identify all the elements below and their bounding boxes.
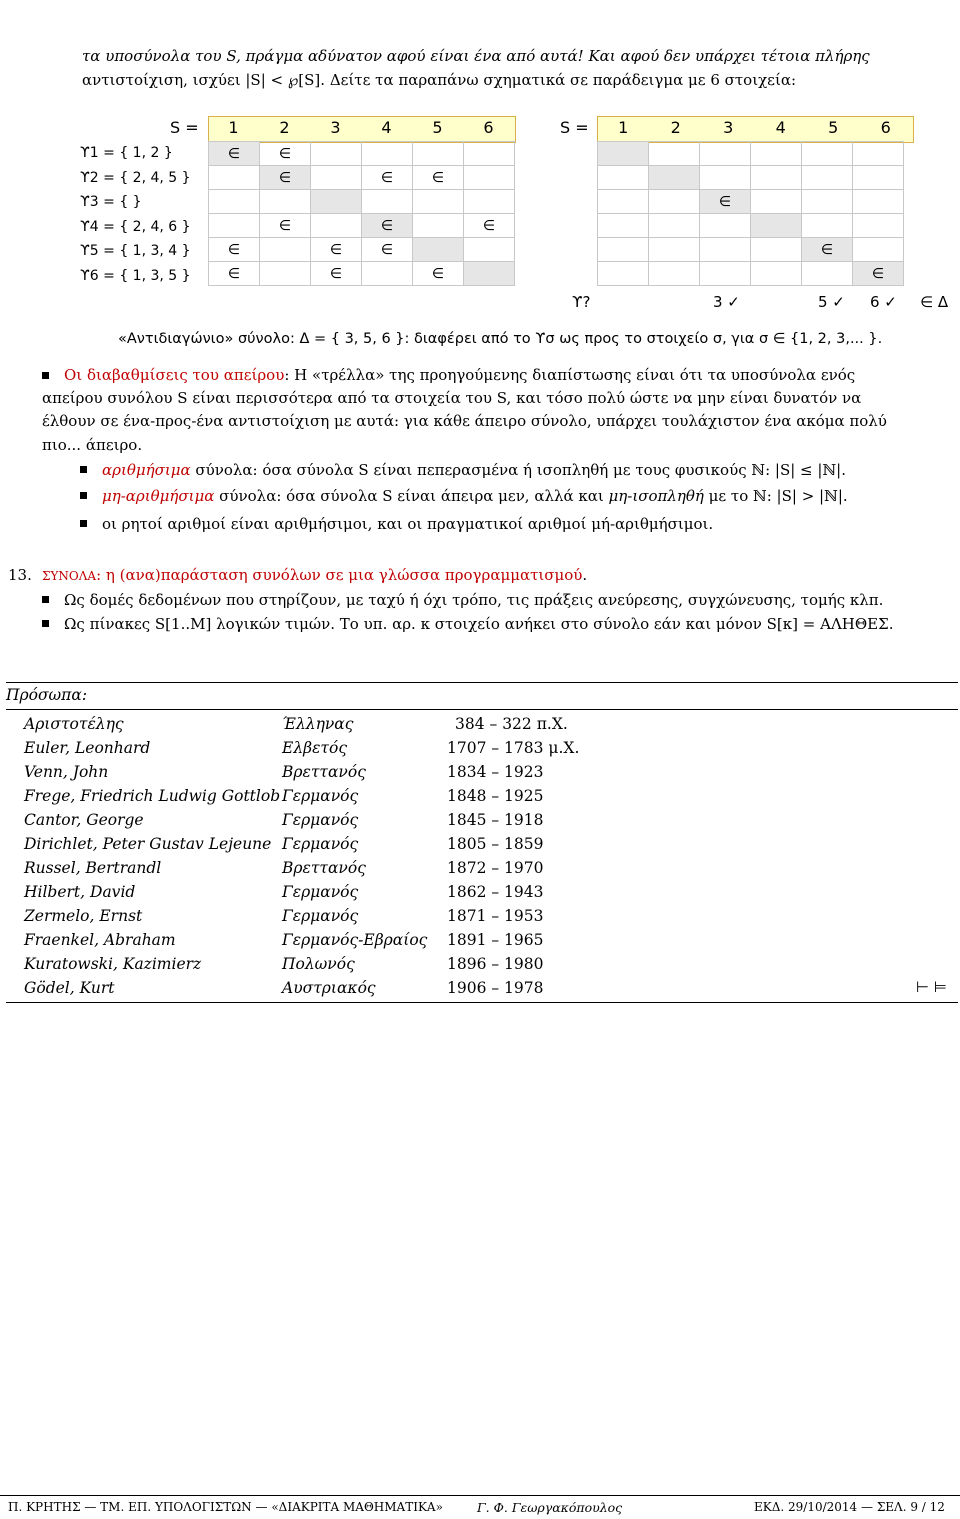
- table-cell: [751, 214, 802, 238]
- person-nationality: Ελβετός: [282, 739, 348, 757]
- set-label: ϒ5 = { 1, 3, 4 }: [80, 243, 191, 259]
- table-cell: ∈: [853, 262, 904, 286]
- table-cell: [413, 190, 464, 214]
- table-cell: ∈: [311, 238, 362, 262]
- table-cell: ∈: [700, 190, 751, 214]
- infinity-line-4: πιο... άπειρο.: [42, 436, 143, 454]
- column-header: 1: [228, 118, 239, 137]
- column-header: 4: [775, 118, 786, 137]
- table-cell: ∈: [260, 142, 311, 166]
- person-years: 1891 – 1965: [447, 931, 544, 949]
- table-cell: [751, 262, 802, 286]
- table-cell: ∈: [260, 214, 311, 238]
- section-13-heading-a: ΣΥΝΟΛΑ: [42, 569, 97, 583]
- table-cell: ∈: [413, 166, 464, 190]
- table-cell: [413, 214, 464, 238]
- column-header: 3: [330, 118, 341, 137]
- table-cell: ∈: [413, 262, 464, 286]
- table-row: [209, 238, 515, 262]
- person-years: 1845 – 1918: [447, 811, 544, 829]
- column-header: 2: [670, 118, 681, 137]
- table-cell: [464, 166, 515, 190]
- column-header: 5: [828, 118, 839, 137]
- table-cell: [464, 262, 515, 286]
- table-cell: [598, 238, 649, 262]
- table-cell: [311, 142, 362, 166]
- person-name: Euler, Leonhard: [24, 739, 151, 757]
- table-cell: [311, 190, 362, 214]
- table-cell: [362, 190, 413, 214]
- person-name: Venn, John: [24, 763, 109, 781]
- table-cell: [802, 214, 853, 238]
- rationals-line: οι ρητοί αριθμοί είναι αριθμήσιμοι, και οι πραγματικοί αριθμοί μή-αριθμήσιμοι.: [102, 515, 714, 533]
- right-table-header-label: S =: [560, 118, 589, 137]
- person-nationality: Γερμανός: [282, 811, 359, 829]
- table-cell: [700, 142, 751, 166]
- table-row: [598, 190, 904, 214]
- person-nationality: Γερμανός: [282, 907, 359, 925]
- right-diagonal-table: [597, 141, 904, 286]
- person-nationality: Γερμανός-Εβραίος: [282, 931, 428, 949]
- table-cell: [649, 262, 700, 286]
- person-name: Cantor, George: [24, 811, 144, 829]
- table-cell: ∈: [209, 142, 260, 166]
- intro-line-1: τα υποσύνολα του S, πράγμα αδύνατον αφού είναι ένα από αυτά! Και αφού δεν υπάρχει τέτοια πλήρης: [82, 47, 870, 65]
- table-cell: [598, 142, 649, 166]
- person-name: Kuratowski, Kazimierz: [24, 955, 202, 973]
- bullet-marker: [42, 596, 49, 603]
- table-row: [598, 262, 904, 286]
- table-cell: [700, 238, 751, 262]
- person-nationality: Βρεττανός: [282, 859, 366, 877]
- person-name: Dirichlet, Peter Gustav Lejeune: [24, 835, 272, 853]
- person-years: 1834 – 1923: [447, 763, 544, 781]
- table-cell: [598, 214, 649, 238]
- table-cell: [649, 214, 700, 238]
- section-13-heading-end: .: [582, 566, 588, 584]
- people-top-rule: [6, 682, 958, 683]
- column-header: 3: [723, 118, 734, 137]
- infinity-line-2: απείρου συνόλου S είναι περισσότερα από τα στοιχεία του S, και τόσο πολύ ώστε να μην είναι δυνατόν να: [42, 389, 862, 407]
- uncountable-text-b: με το ℕ: |S| > |ℕ|.: [703, 487, 848, 505]
- table-cell: [853, 190, 904, 214]
- person-name: Fraenkel, Abraham: [24, 931, 176, 949]
- table-row: [598, 214, 904, 238]
- footer-left: Π. ΚΡΗΤΗΣ — ΤΜ. ΕΠ. ΥΠΟΛΟΓΙΣΤΩΝ — «ΔΙΑΚΡΙΤΑ ΜΑΘΗΜΑΤΙΚΑ»: [8, 1500, 443, 1514]
- bullet-marker: [80, 492, 87, 499]
- set-label: ϒ3 = { }: [80, 194, 142, 210]
- section-13-heading-b: : η (ανα)παράσταση συνόλων σε μια γλώσσα προγραμματισμού: [96, 566, 583, 584]
- table-cell: [464, 238, 515, 262]
- person-years: 384 – 322 π.Χ.: [455, 715, 568, 733]
- table-row: [598, 166, 904, 190]
- person-name: Gödel, Kurt: [24, 979, 115, 997]
- section-13-bullet-2: Ως πίνακες S[1..M] λογικών τιμών. Το υπ. αρ. κ στοιχείο ανήκει στο σύνολο εάν και μόνον S[κ] = ΑΛΗΘΕΣ.: [64, 615, 894, 633]
- table-cell: [413, 238, 464, 262]
- column-header: 6: [880, 118, 891, 137]
- person-name: Αριστοτέλης: [24, 715, 124, 733]
- bullet-marker: [80, 520, 87, 527]
- table-cell: [209, 190, 260, 214]
- table-cell: ∈: [362, 214, 413, 238]
- table-cell: [751, 142, 802, 166]
- table-cell: ∈: [260, 166, 311, 190]
- logic-symbols: ⊢ ⊨: [916, 978, 947, 996]
- infinity-title: Οι διαβαθμίσεις του απείρου: [64, 366, 285, 384]
- table-cell: [260, 238, 311, 262]
- bullet-marker: [80, 466, 87, 473]
- table-cell: [802, 166, 853, 190]
- person-years: 1707 – 1783 μ.Χ.: [447, 739, 580, 757]
- table-cell: [598, 166, 649, 190]
- table-cell: [260, 262, 311, 286]
- table-row: [209, 190, 515, 214]
- table-cell: [464, 190, 515, 214]
- person-nationality: Γερμανός: [282, 787, 359, 805]
- table-cell: [209, 214, 260, 238]
- person-years: 1862 – 1943: [447, 883, 544, 901]
- uncountable-term: μη-αριθμήσιμα: [102, 487, 215, 505]
- table-cell: ∈: [209, 262, 260, 286]
- right-bottom-label: ϒ?: [572, 293, 591, 311]
- person-nationality: Αυστριακός: [282, 979, 376, 997]
- table-cell: [802, 142, 853, 166]
- table-row: [598, 238, 904, 262]
- section-13-heading: [42, 564, 587, 588]
- table-cell: [751, 190, 802, 214]
- table-cell: [802, 262, 853, 286]
- person-nationality: Βρεττανός: [282, 763, 366, 781]
- people-title: Πρόσωπα:: [6, 686, 88, 704]
- uncountable-line: [102, 485, 848, 508]
- table-row: [209, 142, 515, 166]
- person-name: Russel, Bertrandl: [24, 859, 162, 877]
- left-table-header-label: S =: [170, 118, 199, 137]
- column-header: 6: [483, 118, 494, 137]
- column-header: 4: [381, 118, 392, 137]
- table-cell: [260, 190, 311, 214]
- table-row: [209, 166, 515, 190]
- section-13-bullet-1: Ως δομές δεδομένων που στηρίζουν, με ταχύ ή όχι τρόπο, τις πράξεις ανεύρεσης, συγχώνευσης, τομής κλπ.: [64, 591, 884, 609]
- table-cell: ∈: [802, 238, 853, 262]
- person-name: Hilbert, David: [24, 883, 136, 901]
- person-nationality: Γερμανός: [282, 883, 359, 901]
- table-cell: [853, 214, 904, 238]
- table-cell: [751, 166, 802, 190]
- countable-text: σύνολα: όσα σύνολα S είναι πεπερασμένα ή ισοπληθή με τους φυσικούς ℕ: |S| ≤ |ℕ|.: [190, 461, 846, 479]
- person-years: 1906 – 1978: [447, 979, 544, 997]
- table-cell: ∈: [464, 214, 515, 238]
- set-label: ϒ4 = { 2, 4, 6 }: [80, 218, 191, 235]
- table-cell: [598, 190, 649, 214]
- table-cell: [649, 190, 700, 214]
- countable-line: [102, 459, 846, 482]
- person-nationality: Πολωνός: [282, 955, 355, 973]
- set-label: ϒ1 = { 1, 2 }: [80, 145, 173, 161]
- table-cell: [311, 166, 362, 190]
- footer-rule: [0, 1495, 960, 1496]
- section-13-number: 13.: [8, 566, 32, 584]
- check-3: 3 ✓: [713, 293, 740, 311]
- table-cell: [649, 166, 700, 190]
- delta-membership-note: ∈ Δ: [920, 293, 949, 311]
- people-bottom-rule: [6, 1002, 958, 1003]
- table-cell: [362, 142, 413, 166]
- table-cell: [649, 238, 700, 262]
- countable-term: αριθμήσιμα: [102, 461, 191, 479]
- table-cell: ∈: [362, 238, 413, 262]
- uncountable-text-a: σύνολα: όσα σύνολα S είναι άπειρα μεν, αλλά και: [214, 487, 609, 505]
- table-cell: [598, 262, 649, 286]
- table-row: [209, 214, 515, 238]
- table-cell: ∈: [311, 262, 362, 286]
- person-name: Zermelo, Ernst: [24, 907, 143, 925]
- table-cell: [649, 142, 700, 166]
- table-cell: [853, 166, 904, 190]
- table-cell: [311, 214, 362, 238]
- table-cell: [464, 142, 515, 166]
- person-years: 1872 – 1970: [447, 859, 544, 877]
- table-cell: [853, 142, 904, 166]
- person-years: 1805 – 1859: [447, 835, 544, 853]
- table-cell: ∈: [209, 238, 260, 262]
- table-cell: [362, 262, 413, 286]
- column-header: 5: [432, 118, 443, 137]
- person-nationality: Γερμανός: [282, 835, 359, 853]
- table-cell: [413, 142, 464, 166]
- set-label: ϒ2 = { 2, 4, 5 }: [80, 169, 191, 186]
- column-header: 2: [279, 118, 290, 137]
- table-cell: [853, 238, 904, 262]
- table-cell: [700, 214, 751, 238]
- check-5: 5 ✓: [818, 293, 845, 311]
- table-row: [598, 142, 904, 166]
- people-header-rule: [6, 709, 958, 710]
- table-cell: [700, 166, 751, 190]
- person-years: 1848 – 1925: [447, 787, 544, 805]
- infinity-line-3: έλθουν σε ένα-προς-ένα αντιστοίχιση με αυτά: για κάθε άπειρο σύνολο, υπάρχει τουλάχιστον ένα ακόμα πολύ: [42, 412, 887, 430]
- infinity-line-1: [64, 364, 855, 387]
- left-membership-table: [208, 141, 515, 286]
- intro-line-2: αντιστοίχιση, ισχύει |S| < ℘[S]. Δείτε τα παραπάνω σχηματικά σε παράδειγμα με 6 στοιχεία:: [82, 71, 797, 89]
- person-years: 1896 – 1980: [447, 955, 544, 973]
- bullet-marker: [42, 372, 49, 379]
- column-header: 1: [618, 118, 629, 137]
- person-years: 1871 – 1953: [447, 907, 544, 925]
- uncountable-text-italic: μη-ισοπληθή: [608, 487, 704, 505]
- set-label: ϒ6 = { 1, 3, 5 }: [80, 267, 191, 284]
- table-cell: [751, 238, 802, 262]
- footer-author: Γ. Φ. Γεωργακόπουλος: [477, 1500, 623, 1515]
- diagonal-set-line: «Αντιδιαγώνιο» σύνολο: Δ = { 3, 5, 6 }: διαφέρει από το ϒσ ως προς το στοιχείο σ, για σ ∈ {1, 2, 3,... }.: [118, 331, 883, 347]
- table-cell: [802, 190, 853, 214]
- table-cell: [700, 262, 751, 286]
- table-row: [209, 262, 515, 286]
- person-nationality: Έλληνας: [282, 715, 354, 733]
- footer-right: ΕΚΔ. 29/10/2014 — ΣΕΛ. 9 / 12: [754, 1500, 945, 1514]
- table-cell: [209, 166, 260, 190]
- bullet-marker: [42, 620, 49, 627]
- check-6: 6 ✓: [870, 293, 897, 311]
- infinity-rest-1: : Η «τρέλλα» της προηγούμενης διαπίστωσης είναι ότι τα υποσύνολα ενός: [284, 366, 856, 384]
- table-cell: ∈: [362, 166, 413, 190]
- person-name: Frege, Friedrich Ludwig Gottlob: [24, 787, 281, 805]
